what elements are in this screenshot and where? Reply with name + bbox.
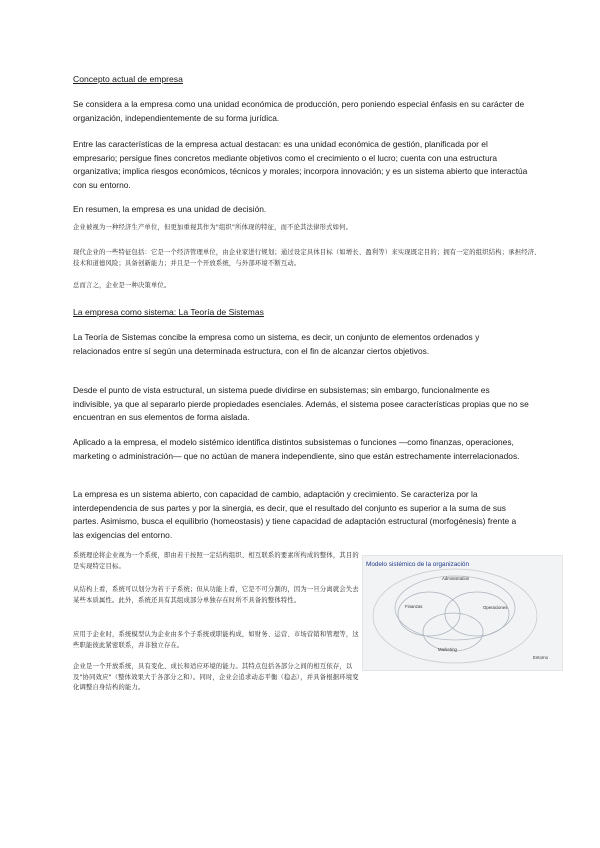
finance-label: Finanzas — [405, 604, 423, 609]
marketing-label: Marketing — [438, 647, 457, 652]
section-heading-teoria-sistemas: La empresa como sistema: La Teoría de Sistemas — [73, 307, 264, 317]
finance-ellipse — [398, 592, 460, 636]
chinese-paragraph: 总而言之，企业是一种决策单位。 — [73, 282, 171, 289]
paragraph: La Teoría de Sistemas concibe la empresa como un sistema, es decir, un conjunto de elementos ordenados y relacionados entre sí según una determinada estructura, con el fin de alcanzar ciertos objetivos. — [73, 332, 480, 356]
chinese-paragraph: 企业被视为一种经济生产单位，但更加重视其作为"组织"所体现的特征，而不论其法律形式如何。 — [73, 224, 353, 231]
marketing-ellipse — [423, 613, 483, 651]
operations-ellipse — [445, 592, 509, 636]
diagram-svg — [363, 556, 562, 670]
chinese-paragraph: 企业是一个开放系统，具有变化、成长和适应环境的能力。其特点包括各部分之间的相互依存，以及"协同效应"（整体效果大于各部分之和）。同时，企业会追求动态平衡（稳态），并具备根据环境变化调整自身结构的能力。 — [73, 663, 359, 691]
administration-label: Administration — [442, 576, 470, 581]
paragraph: La empresa es un sistema abierto, con capacidad de cambio, adaptación y crecimiento. Se caracteriza por la interdependencia de sus partes y por la sinergia, es decir, que el resultado del conjunto es superior a la suma de sus partes. Asimismo, busca el equilibrio (homeostasis) y tiene capacidad de adaptación estructural (morfogénesis) frente a las exigencias del entorno. — [73, 489, 517, 540]
paragraph: Aplicado a la empresa, el modelo sistémico identifica distintos subsistemas o funciones —como finanzas, operaciones, marketing o administración— que no actúan de manera independiente, sino que están estrechamente interrelacionados. — [73, 437, 520, 461]
paragraph: Desde el punto de vista estructural, un sistema puede dividirse en subsistemas; sin embargo, funcionalmente es indivisible, ya que al separarlo pierde propiedades esenciales. Además, el sistema posee características propias que no se encuentran en sus elementos de forma aislada. — [73, 385, 529, 423]
chinese-paragraph: 应用于企业时，系统模型认为企业由多个子系统或职能构成，如财务、运营、市场营销和管理等，这些职能彼此紧密联系，并非独立存在。 — [73, 631, 359, 649]
paragraph: En resumen, la empresa es una unidad de decisión. — [73, 204, 267, 214]
chinese-paragraph: 现代企业的一些特征包括：它是一个经济管理单位，由企业家进行规划；通过设定具体目标（如增长、盈利等）来实现既定目的；拥有一定的组织结构；承担经济、技术和道德风险；具备创新能力；并且是一个开放系统，与外部环境不断互动。 — [73, 249, 541, 267]
paragraph: Se considera a la empresa como una unidad económica de producción, pero poniendo especial énfasis en su carácter de organización, independientemente de su forma jurídica. — [73, 99, 525, 123]
operations-label: Operaciones — [483, 605, 508, 610]
chinese-paragraph: 从结构上看，系统可以划分为若干子系统；但从功能上看，它是不可分割的，因为一旦分离就会失去某些本质属性。此外，系统还具有其组成部分单独存在时所不具备的整体特性。 — [73, 586, 359, 604]
diagram-title: Modelo sistémico de la organización — [366, 561, 470, 568]
paragraph: Entre las características de la empresa actual destacan: es una unidad económica de gestión, planificada por el empresario; persigue fines concretos mediante objetivos como el crecimiento o el lucro; cuenta con una estructura organizativa; implica riesgos económicos, técnicos y morales; incorpora innovación; y es un sistema abierto que interactúa con su entorno. — [73, 139, 528, 190]
section-heading-concepto: Concepto actual de empresa — [73, 74, 183, 84]
chinese-paragraph: 系统理论将企业视为一个系统，即由若干按照一定结构组织、相互联系的要素所构成的整体，其目的是实现特定目标。 — [73, 552, 359, 570]
environment-label: Entorno — [533, 655, 549, 660]
system-model-diagram — [362, 555, 563, 671]
